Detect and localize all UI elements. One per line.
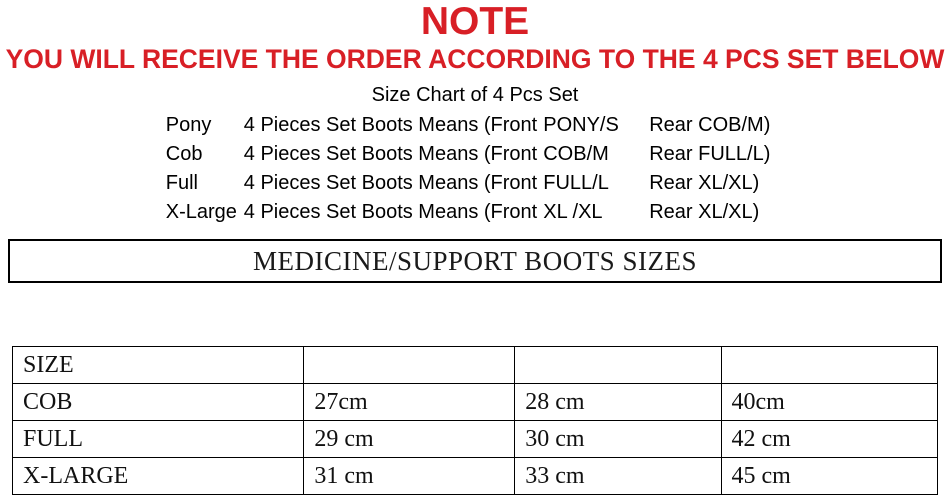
set-row-description: 4 Pieces Set Boots Means (Front bbox=[243, 143, 538, 165]
table-cell: 42 cm bbox=[721, 421, 937, 458]
list-item bbox=[0, 198, 950, 227]
sizes-table-container bbox=[12, 346, 938, 495]
table-cell: COB bbox=[13, 384, 304, 421]
table-header-row bbox=[13, 347, 938, 384]
set-row-rear: Rear COB/M) bbox=[649, 114, 771, 136]
note-subtitle: YOU WILL RECEIVE THE ORDER ACCORDING TO THE 4 PCS SET BELOW bbox=[5, 44, 945, 74]
table-header-cell: SIZE bbox=[13, 347, 304, 384]
table-cell: 40cm bbox=[721, 384, 937, 421]
table-cell: 27cm bbox=[304, 384, 515, 421]
set-row-rear: Rear FULL/L) bbox=[649, 143, 771, 165]
set-row-size: Full bbox=[165, 172, 198, 194]
table-header-cell bbox=[304, 347, 515, 384]
set-chart-caption: Size Chart of 4 Pcs Set bbox=[371, 84, 579, 106]
table-cell: 28 cm bbox=[515, 384, 721, 421]
list-item bbox=[0, 169, 950, 198]
table-row bbox=[13, 421, 938, 458]
boots-sizes-banner bbox=[8, 239, 942, 283]
sizes-table bbox=[12, 346, 938, 495]
table-cell: 30 cm bbox=[515, 421, 721, 458]
table-cell: 45 cm bbox=[721, 458, 937, 495]
set-row-front: FULL/L bbox=[543, 172, 609, 194]
table-cell: 33 cm bbox=[515, 458, 721, 495]
set-row-size: Pony bbox=[165, 114, 212, 136]
size-chart-document bbox=[0, 2, 950, 500]
table-header-cell bbox=[721, 347, 937, 384]
banner-text: MEDICINE/SUPPORT BOOTS SIZES bbox=[253, 245, 697, 276]
set-row-rear: Rear XL/XL) bbox=[649, 201, 760, 223]
list-item bbox=[0, 140, 950, 169]
set-row-description: 4 Pieces Set Boots Means (Front bbox=[243, 172, 538, 194]
table-header-cell bbox=[515, 347, 721, 384]
set-row-front: PONY/S bbox=[543, 114, 619, 136]
table-row bbox=[13, 384, 938, 421]
set-row-rear: Rear XL/XL) bbox=[649, 172, 760, 194]
set-row-description: 4 Pieces Set Boots Means (Front bbox=[243, 114, 538, 136]
list-item bbox=[0, 111, 950, 140]
table-cell: 29 cm bbox=[304, 421, 515, 458]
table-cell: 31 cm bbox=[304, 458, 515, 495]
table-row bbox=[13, 458, 938, 495]
set-row-front: COB/M bbox=[543, 143, 609, 165]
note-title: NOTE bbox=[420, 0, 530, 43]
set-row-size: X-Large bbox=[165, 201, 237, 223]
set-row-size: Cob bbox=[165, 143, 203, 165]
set-row-front: XL /XL bbox=[543, 201, 603, 223]
set-row-description: 4 Pieces Set Boots Means (Front bbox=[243, 201, 538, 223]
set-chart-list bbox=[0, 111, 950, 227]
table-cell: X-LARGE bbox=[13, 458, 304, 495]
table-cell: FULL bbox=[13, 421, 304, 458]
